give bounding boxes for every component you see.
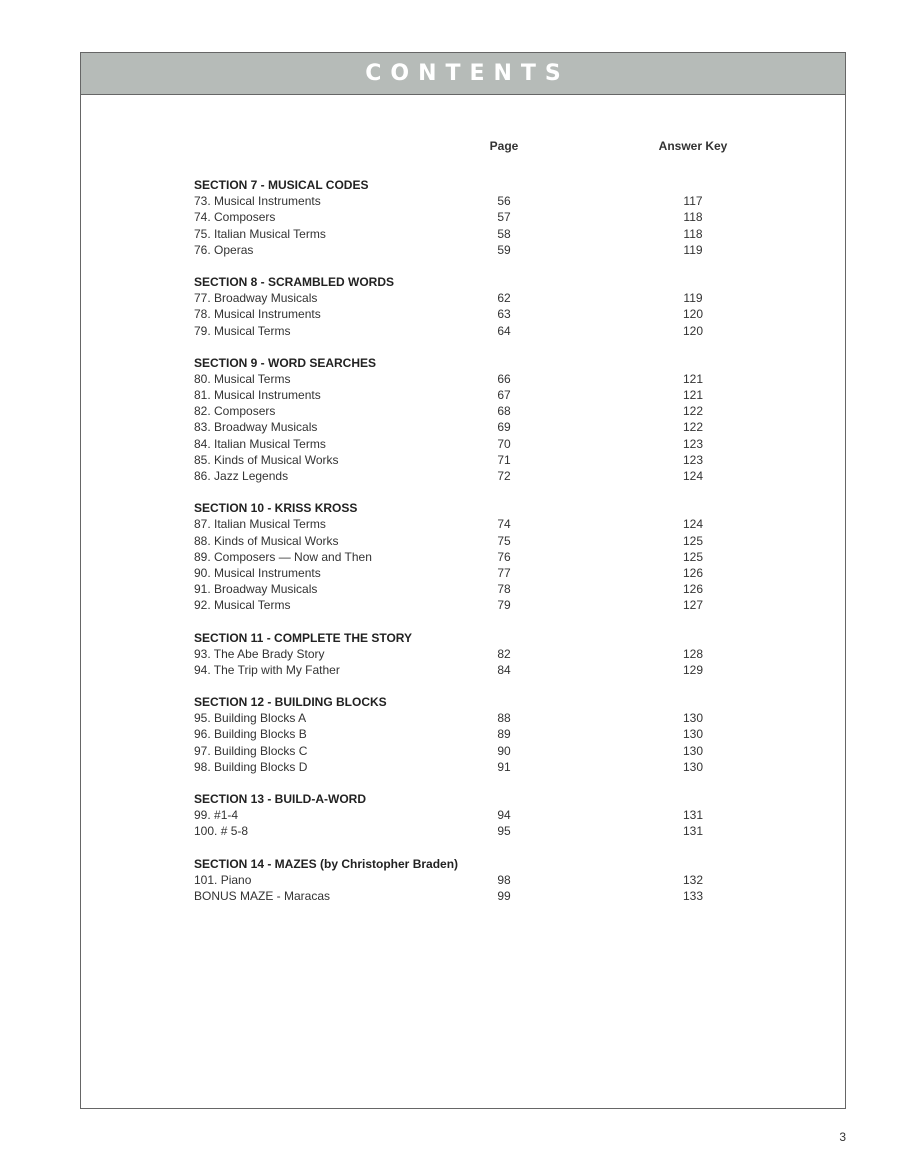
toc-section	[0, 630, 900, 679]
section-title: SECTION 8 - SCRAMBLED WORDS	[194, 274, 395, 289]
toc-entry	[0, 403, 900, 419]
entry-answer-key-page: 118	[683, 226, 703, 241]
entry-answer-key-page: 122	[682, 420, 704, 435]
toc-section	[0, 274, 900, 339]
entry-title: 76. Operas	[194, 242, 254, 257]
entry-title: 82. Composers	[194, 404, 276, 419]
answer-key-column-header: Answer Key	[658, 139, 728, 153]
toc-entry	[0, 290, 900, 306]
entry-title: 98. Building Blocks D	[194, 759, 308, 774]
entry-answer-key-page: 120	[682, 323, 704, 338]
entry-title: 101. Piano	[194, 872, 252, 887]
toc-entry	[0, 565, 900, 581]
entry-page-number: 71	[497, 452, 511, 467]
toc-entry	[0, 759, 900, 775]
entry-title: 74. Composers	[194, 210, 276, 225]
entry-answer-key-page: 130	[682, 759, 704, 774]
entry-title: 81. Musical Instruments	[194, 388, 321, 403]
toc-entry	[0, 533, 900, 549]
entry-page-number: 89	[497, 727, 511, 742]
toc-entry	[0, 516, 900, 532]
entry-answer-key-page: 123	[682, 452, 704, 467]
toc-entry	[0, 823, 900, 839]
toc-entry	[0, 726, 900, 742]
entry-answer-key-page: 118	[683, 210, 703, 225]
entry-page-number: 68	[497, 404, 511, 419]
toc-entry	[0, 242, 900, 258]
entry-page-number: 62	[497, 291, 511, 306]
entry-answer-key-page: 130	[682, 743, 704, 758]
page-column-header: Page	[489, 139, 519, 153]
entry-answer-key-page: 129	[682, 662, 704, 677]
entry-answer-key-page: 121	[682, 371, 704, 386]
entry-page-number: 78	[497, 582, 511, 597]
entry-page-number: 75	[497, 533, 511, 548]
entry-page-number: 77	[497, 565, 511, 580]
entry-page-number: 64	[497, 323, 511, 338]
toc-entry	[0, 209, 900, 225]
entry-page-number: 56	[497, 194, 511, 209]
entry-page-number: 67	[497, 388, 511, 403]
toc-entry	[0, 710, 900, 726]
entry-title: 77. Broadway Musicals	[194, 291, 318, 306]
page-number: 3	[839, 1130, 846, 1144]
entry-page-number: 84	[497, 662, 511, 677]
entry-page-number: 59	[497, 242, 511, 257]
entry-title: 100. # 5-8	[194, 824, 249, 839]
entry-answer-key-page: 121	[682, 388, 704, 403]
section-title: SECTION 9 - WORD SEARCHES	[194, 355, 377, 370]
entry-answer-key-page: 131	[682, 808, 704, 823]
entry-answer-key-page: 130	[682, 727, 704, 742]
toc-section	[0, 500, 900, 613]
section-title: SECTION 14 - MAZES (by Christopher Braden)	[194, 856, 459, 871]
toc-section	[0, 177, 900, 258]
entry-title: 93. The Abe Brady Story	[194, 646, 325, 661]
entry-page-number: 90	[497, 743, 511, 758]
toc-entry	[0, 549, 900, 565]
toc-entry	[0, 387, 900, 403]
toc-entry	[0, 807, 900, 823]
toc-entry	[0, 662, 900, 678]
toc-entry	[0, 872, 900, 888]
toc-entry	[0, 468, 900, 484]
entry-page-number: 63	[497, 307, 511, 322]
toc-entry	[0, 597, 900, 613]
toc-entry	[0, 646, 900, 662]
entry-answer-key-page: 133	[682, 888, 704, 903]
column-headers	[0, 139, 900, 155]
entry-title: 97. Building Blocks C	[194, 743, 308, 758]
entry-title: 94. The Trip with My Father	[194, 662, 340, 677]
toc-entry	[0, 452, 900, 468]
entry-title: 96. Building Blocks B	[194, 727, 307, 742]
entry-title: 91. Broadway Musicals	[194, 582, 318, 597]
entry-answer-key-page: 122	[682, 404, 704, 419]
entry-page-number: 58	[497, 226, 511, 241]
entry-answer-key-page: 132	[682, 872, 704, 887]
entry-page-number: 69	[497, 420, 511, 435]
entry-title: 83. Broadway Musicals	[194, 420, 318, 435]
entry-title: 86. Jazz Legends	[194, 469, 289, 483]
entry-title: 75. Italian Musical Terms	[194, 226, 326, 241]
toc-section	[0, 355, 900, 485]
entry-page-number: 98	[497, 872, 511, 887]
entry-title: 92. Musical Terms	[194, 598, 291, 613]
entry-title: 84. Italian Musical Terms	[194, 436, 326, 451]
entry-title: 99. #1-4	[194, 808, 239, 823]
entry-answer-key-page: 117	[683, 194, 703, 209]
entry-page-number: 99	[497, 888, 511, 903]
entry-page-number: 72	[497, 469, 511, 483]
toc-entry	[0, 888, 900, 904]
toc-entry	[0, 306, 900, 322]
entry-answer-key-page: 124	[682, 517, 704, 532]
table-of-contents	[0, 177, 900, 920]
toc-section	[0, 694, 900, 775]
toc-section	[0, 791, 900, 840]
entry-page-number: 95	[497, 824, 511, 839]
entry-answer-key-page: 131	[682, 824, 704, 839]
entry-page-number: 91	[497, 759, 511, 774]
entry-page-number: 94	[497, 808, 511, 823]
toc-entry	[0, 419, 900, 435]
entry-answer-key-page: 127	[682, 598, 704, 613]
toc-entry	[0, 436, 900, 452]
section-title: SECTION 12 - BUILDING BLOCKS	[194, 695, 387, 710]
entry-page-number: 76	[497, 549, 511, 564]
entry-page-number: 79	[497, 598, 511, 613]
toc-entry	[0, 581, 900, 597]
entry-answer-key-page: 120	[682, 307, 704, 322]
section-title: SECTION 10 - KRISS KROSS	[194, 501, 358, 516]
entry-title: 85. Kinds of Musical Works	[194, 452, 339, 467]
entry-title: 87. Italian Musical Terms	[194, 517, 326, 532]
entry-answer-key-page: 126	[682, 582, 704, 597]
entry-answer-key-page: 125	[682, 533, 704, 548]
entry-page-number: 57	[497, 210, 511, 225]
contents-banner	[81, 53, 845, 95]
entry-answer-key-page: 125	[682, 549, 704, 564]
entry-title: 89. Composers — Now and Then	[194, 549, 372, 564]
entry-answer-key-page: 124	[682, 469, 704, 483]
page-title: CONTENTS	[365, 61, 570, 86]
entry-page-number: 74	[497, 517, 511, 532]
entry-answer-key-page: 128	[682, 646, 704, 661]
entry-title: 78. Musical Instruments	[194, 307, 321, 322]
entry-answer-key-page: 123	[682, 436, 704, 451]
entry-title: 95. Building Blocks A	[194, 711, 307, 726]
toc-section	[0, 856, 900, 905]
entry-title: 88. Kinds of Musical Works	[194, 533, 339, 548]
entry-page-number: 70	[497, 436, 511, 451]
entry-answer-key-page: 119	[683, 291, 703, 306]
toc-entry	[0, 323, 900, 339]
toc-entry	[0, 371, 900, 387]
entry-answer-key-page: 130	[682, 711, 704, 726]
section-title: SECTION 13 - BUILD-A-WORD	[194, 792, 366, 806]
entry-title: 73. Musical Instruments	[194, 194, 321, 209]
toc-entry	[0, 743, 900, 759]
entry-title: 80. Musical Terms	[194, 371, 291, 386]
entry-title: 90. Musical Instruments	[194, 565, 321, 580]
entry-page-number: 66	[497, 371, 511, 386]
entry-answer-key-page: 119	[683, 242, 703, 257]
entry-page-number: 82	[497, 646, 511, 661]
section-title: SECTION 7 - MUSICAL CODES	[194, 178, 369, 192]
entry-title: 79. Musical Terms	[194, 323, 291, 338]
toc-entry	[0, 193, 900, 209]
section-title: SECTION 11 - COMPLETE THE STORY	[194, 630, 413, 645]
entry-answer-key-page: 126	[682, 565, 704, 580]
entry-title: BONUS MAZE - Maracas	[194, 888, 331, 903]
toc-entry	[0, 226, 900, 242]
entry-page-number: 88	[497, 711, 511, 726]
